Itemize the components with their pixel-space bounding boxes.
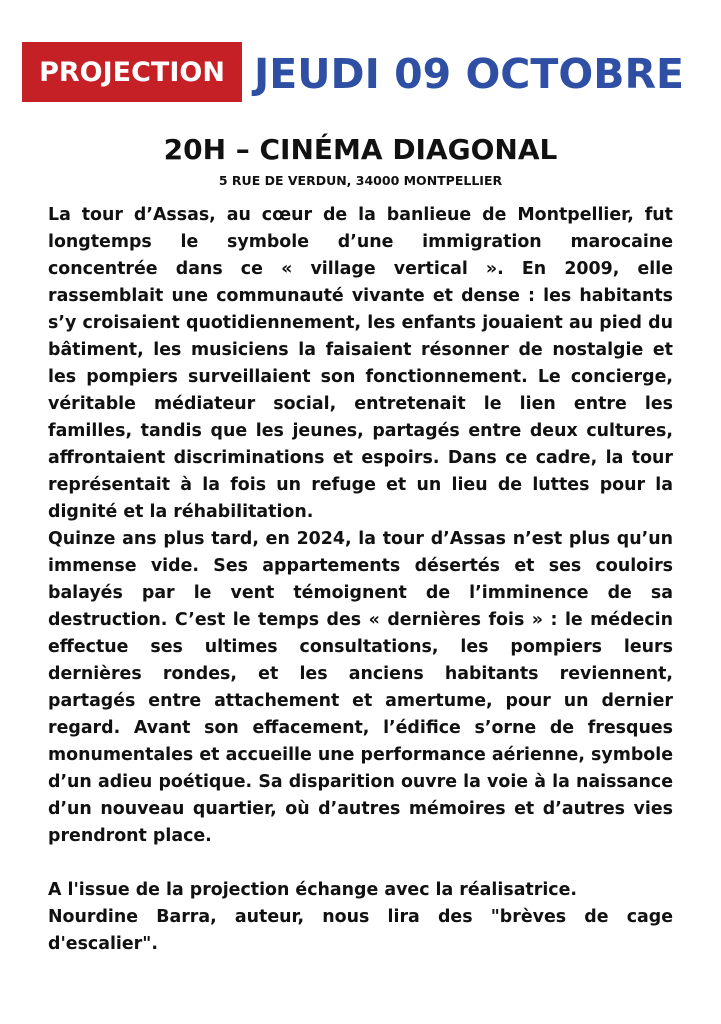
description-paragraph-3: A l'issue de la projection échange avec la réalisatrice. (48, 880, 577, 900)
projection-badge-label: PROJECTION (39, 56, 225, 88)
description-paragraph-4: Nourdine Barra, auteur, nous lira des "brèves de cage d'escalier". (48, 907, 673, 954)
description-paragraph-1: La tour d’Assas, au cœur de la banlieue de Montpellier, fut longtemps le symbole d’une immigration marocaine concentrée dans ce « village vertical ». En 2009, elle rassemblait une communauté vivante et dense : les habitants s’y croisaient quotidiennement, les enfants jouaient au pied du bâtiment, les musiciens la faisaient résonner de nostalgie et les pompiers surveillaient son fonctionnement. Le concierge, véritable médiateur social, entretenait le lien entre les familles, tandis que les jeunes, partagés entre deux cultures, affrontaient discriminations et espoirs. Dans ce cadre, la tour représentait à la fois un refuge et un lieu de luttes pour la dignité et la réhabilitation. (48, 205, 673, 522)
event-description (48, 202, 673, 958)
event-date: JEUDI 09 OCTOBRE (254, 50, 685, 98)
description-paragraph-2: Quinze ans plus tard, en 2024, la tour d’Assas n’est plus qu’un immense vide. Ses appartements désertés et ses couloirs balayés par le vent témoignent de l’imminence de sa destruction. C’est le temps des « dernières fois » : le médecin effectue ses ultimes consultations, les pompiers leurs dernières rondes, et les anciens habitants reviennent, partagés entre attachement et amertume, pour un dernier regard. Avant son effacement, l’édifice s’orne de fresques monumentales et accueille une performance aérienne, symbole d’un adieu poétique. Sa disparition ouvre la voie à la naissance d’un nouveau quartier, où d’autres mémoires et d’autres vies prendront place. (48, 529, 673, 846)
event-address: 5 RUE DE VERDUN, 34000 MONTPELLIER (218, 173, 503, 188)
projection-badge (22, 42, 242, 102)
event-time-venue: 20H – CINÉMA DIAGONAL (163, 133, 558, 166)
